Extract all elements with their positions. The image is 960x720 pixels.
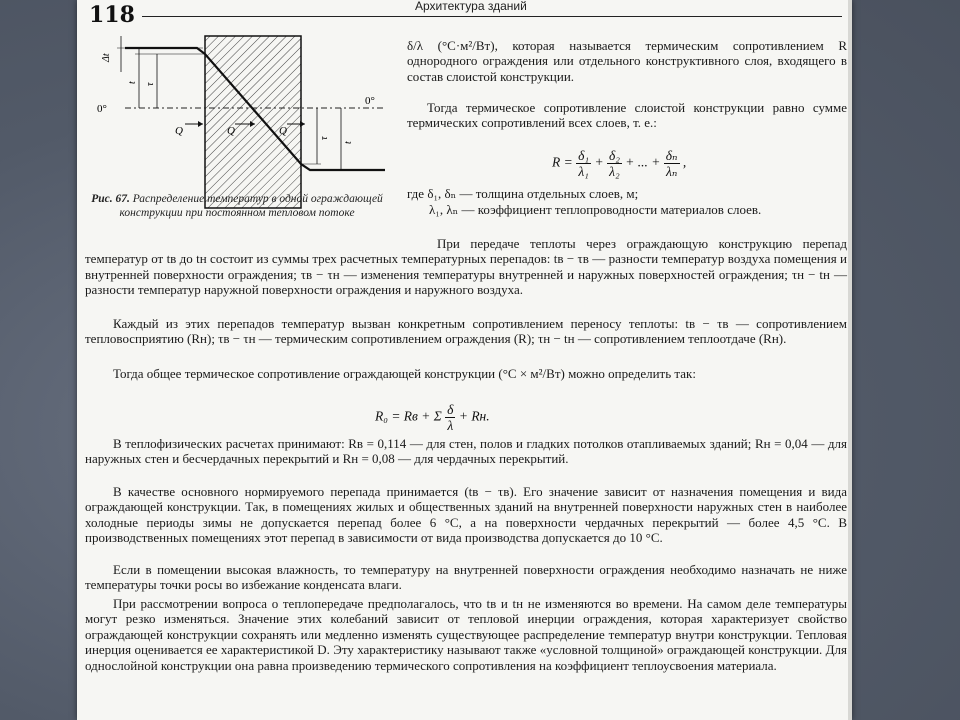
formula1-term-2 <box>607 148 622 179</box>
paragraph-temperature-drops: При передаче теплоты через ограждающую конструкцию перепад температур от tв до tн состоит из суммы трех расчетных температурных перепадов: tв − τв — разности температур воздуха помещения и внутренней поверхности ограждения; τв − τн — изменения температуры внутренней и наружных поверхностей ограждения; τн − tн — разности температур наружной поверхности ограждения и наружного воздуха. <box>85 236 847 298</box>
paragraph-resistances: Каждый из этих перепадов температур вызван конкретным сопротивлением переносу теплоты: tв − τв — сопротивлением тепловосприятию (Rн); τв − τн — термическим сопротивлением ограждения (R); τн − tн — сопротивлением теплоотдаче (Rн). <box>85 316 847 347</box>
formula1-end: , <box>682 154 687 170</box>
paragraph-humidity: Если в помещении высокая влажность, то температуру на внутренней поверхности ограждения необходимо назначать не ниже температуры точки росы во избежание конденсата влаги. <box>85 562 847 593</box>
paragraph-thermal-inertia: При рассмотрении вопроса о теплопередаче предполагалось, что tв и tн не изменяются во времени. На самом деле температуры могут резко изменяться. Значение этих колебаний зависит от тепловой инерции ограждения, которая характеризует свойство ограждающей конструкции сохранять или медленно изменять существующее распределение температур внутри конструкции. Тепловая инерция оценивается ее характеристикой D. Эту характеристику называют также «условной толщиной» ограждающей конструкции. Для однослойной конструкции она равна произведению термического сопротивления на коэффициент теплоусвоения материала. <box>85 596 847 673</box>
formula1-plus: + <box>594 154 604 170</box>
temperature-diagram <box>95 32 395 212</box>
heat-flow-label-1: Q <box>175 125 183 137</box>
zero-left-label: 0° <box>97 103 107 115</box>
page-number: 118 <box>89 2 135 28</box>
formula2-rhs: + Rн. <box>458 408 490 424</box>
formula1-lhs: R = <box>552 154 573 170</box>
formula1-tn-num: δₙ <box>665 148 678 163</box>
paragraph-where: где δ₁, δₙ — толщина отдельных слоев, м; <box>407 186 639 201</box>
delta-t-label: Δt <box>101 53 112 62</box>
paragraph-1: δ/λ (°С·м²/Вт), которая называется термическим сопротивлением R однородного ограждения или отдельного конструктивного слоя, входящего в состав слоистой конструкции. <box>407 38 847 84</box>
figure-67 <box>95 32 395 212</box>
formula2-den: λ <box>447 418 454 433</box>
formula1-t1-num: δ₁ <box>578 148 590 163</box>
tau-outer-label: τ <box>319 136 330 140</box>
paragraph-normative-drop: В качестве основного нормируемого перепада принимается (tв − τв). Его значение зависит от назначения помещения и вида ограждающей конструкции. Так, в помещениях жилых и общественных зданий на внутренней поверхности наружных стен в наиболее холодные периоды зимы не допускается перепад более 6 °С, а на поверхности чердачных перекрытий — более 4,5 °С. В производственных помещениях этот перепад в зависимости от вида производства допускается до 10 °С. <box>85 484 847 546</box>
running-title: Архитектура зданий <box>407 0 535 13</box>
formula-total-resistance <box>375 402 490 433</box>
paragraph-2: Тогда термическое сопротивление слоистой конструкции равно сумме термических сопротивлений всех слоев, т. е.: <box>407 100 847 131</box>
formula1-t2-den: λ₂ <box>609 164 620 179</box>
book-page <box>77 0 852 720</box>
t-outer-label: t <box>343 141 354 144</box>
heat-flow-label-2: Q <box>227 125 235 137</box>
page-edge <box>848 0 852 720</box>
header-rule <box>142 16 842 17</box>
zero-right-label: 0° <box>365 95 375 107</box>
formula1-tn-den: λₙ <box>665 164 678 179</box>
formula1-dots: + ... + <box>625 154 661 170</box>
formula1-t1-den: λ₁ <box>578 164 589 179</box>
formula2-fraction <box>445 402 455 433</box>
formula1-t2-num: δ₂ <box>608 148 620 163</box>
page-header <box>87 2 847 28</box>
caption-text: Распределение температур в одной ограждающей конструкции при постоянном тепловом потоке <box>119 193 383 219</box>
formula-sum-resistance <box>552 148 686 179</box>
figure-caption <box>87 192 387 220</box>
paragraph-lambda: λ₁, λₙ — коэффициент теплопроводности материалов слоев. <box>429 202 762 217</box>
formula1-term-n <box>664 148 680 179</box>
wall-section <box>205 36 301 208</box>
caption-lead: Рис. 67. <box>91 193 130 205</box>
tau-inner-label: τ <box>145 82 156 86</box>
paragraph-total-resistance: Тогда общее термическое сопротивление ограждающей конструкции (°С × м²/Вт) можно определить так: <box>113 366 696 381</box>
heat-flow-label-3: Q <box>279 125 287 137</box>
formula2-num: δ <box>447 402 454 417</box>
paragraph-calc-values: В теплофизических расчетах принимают: Rв = 0,114 — для стен, полов и гладких потолков отапливаемых зданий; Rн = 0,04 — для наружных стен и бесчердачных перекрытий и Rн = 0,08 — для чердачных перекрытий. <box>85 436 847 467</box>
formula1-term-1 <box>576 148 591 179</box>
t-inner-label: t <box>127 81 138 84</box>
formula2-lhs: R₀ = Rв + Σ <box>375 408 442 424</box>
